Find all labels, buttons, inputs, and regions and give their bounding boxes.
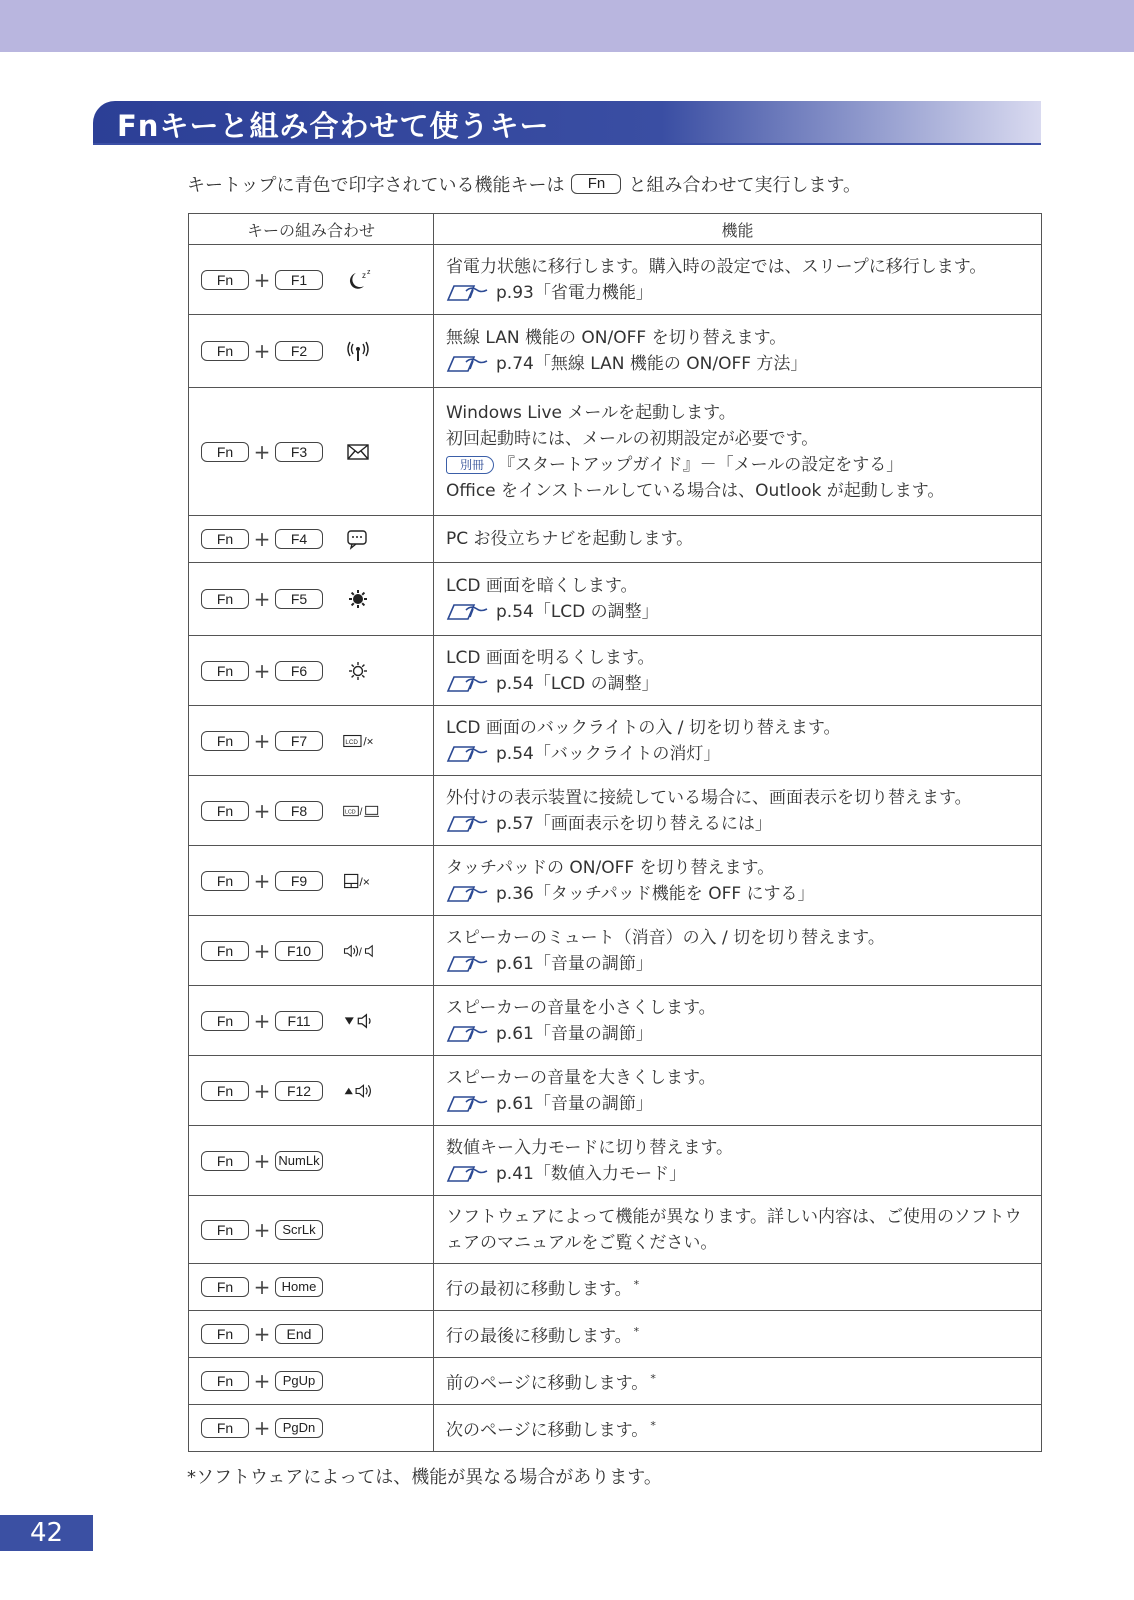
manual-reference-line[interactable] — [446, 452, 1029, 478]
fn-key: Fn — [201, 1220, 249, 1240]
svg-text:LCD: LCD — [345, 809, 356, 816]
function-description-cell — [434, 846, 1042, 916]
description-line — [446, 1413, 1029, 1444]
key-combination-cell — [189, 706, 434, 776]
plus-sign: + — [253, 1369, 271, 1393]
page-reference-text: p.61「音量の調節」 — [496, 1093, 653, 1114]
description-text: PC お役立ちナビを起動します。 — [446, 529, 694, 549]
table-row — [189, 563, 1042, 636]
page-reference-link[interactable] — [446, 1161, 1029, 1187]
fn-key-inline: Fn — [571, 174, 621, 194]
separate-volume-badge: 別冊 — [446, 456, 494, 474]
fn-key: Fn — [201, 1324, 249, 1344]
description-line — [446, 1272, 1029, 1303]
page-reference-icon — [446, 353, 490, 375]
manual-reference-text: 『スタートアップガイド』－「メールの設定をする」 — [498, 454, 904, 475]
description-line — [446, 426, 1029, 452]
fn-key: Fn — [201, 1081, 249, 1101]
plus-sign: + — [253, 1322, 271, 1346]
function-description-cell — [434, 563, 1042, 636]
svg-text:z: z — [362, 270, 366, 280]
key-combination-cell — [189, 315, 434, 388]
fn-key: Fn — [201, 941, 249, 961]
note-mark: * — [650, 1371, 656, 1385]
key-combination-cell — [189, 563, 434, 636]
table-row — [189, 1126, 1042, 1196]
description-line — [446, 325, 1029, 351]
description-line — [446, 254, 1029, 280]
page-reference-link[interactable] — [446, 599, 1029, 625]
key-combination-cell — [189, 1264, 434, 1311]
description-line — [446, 400, 1029, 426]
function-key: F3 — [275, 442, 323, 462]
page-reference-text: p.61「音量の調節」 — [496, 1023, 653, 1044]
function-description-cell — [434, 1196, 1042, 1264]
description-text: 行の最後に移動します。 — [446, 1326, 632, 1347]
table-row — [189, 1405, 1042, 1452]
header-function: 機能 — [434, 214, 1042, 245]
table-row — [189, 1264, 1042, 1311]
brightness-down-icon — [343, 586, 379, 612]
fn-key: Fn — [201, 270, 249, 290]
function-key: F2 — [275, 341, 323, 361]
note-mark: * — [633, 1277, 640, 1291]
description-text: Office をインストールしている場合は、Outlook が起動します。 — [446, 480, 945, 501]
page-reference-link[interactable] — [446, 351, 1029, 377]
page-reference-link[interactable] — [446, 811, 1029, 837]
function-description-cell — [434, 1264, 1042, 1311]
description-text: Windows Live メールを起動します。 — [446, 402, 736, 423]
page-reference-text: p.57「画面表示を切り替えるには」 — [496, 813, 772, 834]
key-combination-cell — [189, 1358, 434, 1405]
section-title: Fnキーと組み合わせて使うキー — [117, 109, 550, 143]
page-reference-text: p.36「タッチパッド機能を OFF にする」 — [496, 883, 815, 904]
page-reference-link[interactable] — [446, 1021, 1029, 1047]
footnote: *ソフトウェアによっては、機能が異なる場合があります。 — [187, 1467, 662, 1488]
page-reference-text: p.74「無線 LAN 機能の ON/OFF 方法」 — [496, 354, 808, 374]
svg-text:/: / — [358, 946, 362, 958]
key-combination-cell — [189, 986, 434, 1056]
table-row — [189, 846, 1042, 916]
plus-sign: + — [253, 868, 271, 893]
function-description-cell — [434, 388, 1042, 516]
page-reference-icon — [446, 282, 490, 304]
plus-sign: + — [253, 1148, 271, 1173]
description-line — [446, 785, 1029, 811]
function-key: F8 — [275, 801, 323, 821]
description-text: 次のページに移動します。 — [446, 1420, 649, 1441]
description-line — [446, 573, 1029, 599]
touchpad-toggle-icon — [343, 868, 379, 894]
table-row — [189, 706, 1042, 776]
fn-key: Fn — [201, 529, 249, 549]
key-combination-cell — [189, 388, 434, 516]
fn-key: Fn — [201, 731, 249, 751]
page-reference-link[interactable] — [446, 280, 1029, 306]
svg-text:z: z — [367, 268, 371, 276]
key-combination-cell — [189, 245, 434, 315]
volume-up-icon — [343, 1078, 379, 1104]
table-row — [189, 636, 1042, 706]
description-text: 無線 LAN 機能の ON/OFF を切り替えます。 — [446, 328, 787, 348]
fn-key: Fn — [201, 1011, 249, 1031]
display-switch-icon — [343, 798, 379, 824]
key-combination-cell — [189, 916, 434, 986]
plus-sign: + — [253, 728, 271, 753]
plus-sign: + — [253, 658, 271, 683]
page-reference-link[interactable] — [446, 1091, 1029, 1117]
backlight-toggle-icon — [343, 728, 379, 754]
fn-key: Fn — [201, 1277, 249, 1297]
page-reference-link[interactable] — [446, 671, 1029, 697]
plus-sign: + — [253, 798, 271, 823]
function-key: Home — [275, 1277, 323, 1297]
key-combination-cell — [189, 776, 434, 846]
table-row — [189, 1358, 1042, 1405]
key-combination-cell — [189, 516, 434, 563]
intro-before: キートップに青色で印字されている機能キーは — [187, 175, 565, 196]
mute-icon — [343, 938, 379, 964]
description-text: スピーカーの音量を小さくします。 — [446, 997, 716, 1018]
function-description-cell — [434, 776, 1042, 846]
plus-sign: + — [253, 587, 271, 611]
description-text: スピーカーの音量を大きくします。 — [446, 1067, 716, 1088]
function-key: NumLk — [275, 1151, 323, 1171]
svg-text:/: / — [359, 806, 363, 818]
page-reference-text: p.54「LCD の調整」 — [496, 673, 659, 694]
plus-sign: + — [253, 527, 271, 551]
function-key: F6 — [275, 661, 323, 681]
page-reference-icon — [446, 1163, 490, 1185]
page-number: 42 — [0, 1515, 93, 1551]
description-text: LCD 画面を明るくします。 — [446, 647, 655, 668]
fn-key: Fn — [201, 1418, 249, 1438]
top-band — [0, 0, 1134, 52]
section-heading-bar — [93, 101, 1041, 145]
function-key: PgUp — [275, 1371, 323, 1391]
function-description-cell — [434, 516, 1042, 563]
key-combination-cell — [189, 1405, 434, 1452]
function-description-cell — [434, 1358, 1042, 1405]
page-reference-text: p.54「バックライトの消灯」 — [496, 743, 721, 764]
plus-sign: + — [253, 938, 271, 963]
plus-sign: + — [253, 1416, 271, 1440]
sleep-icon — [343, 267, 379, 293]
function-description-cell — [434, 1126, 1042, 1196]
description-text: 数値キー入力モードに切り替えます。 — [446, 1137, 733, 1158]
plus-sign: + — [253, 267, 271, 292]
page-reference-link[interactable] — [446, 741, 1029, 767]
function-description-cell — [434, 315, 1042, 388]
key-combination-cell — [189, 636, 434, 706]
description-line — [446, 526, 1029, 552]
key-combination-cell — [189, 1126, 434, 1196]
plus-sign: + — [253, 1217, 271, 1242]
description-line — [446, 645, 1029, 671]
function-key: F7 — [275, 731, 323, 751]
function-description-cell — [434, 1311, 1042, 1358]
svg-text:/×: /× — [363, 735, 374, 749]
page-reference-icon — [446, 813, 490, 835]
svg-text:LCD: LCD — [345, 738, 358, 746]
page-reference-icon — [446, 1093, 490, 1115]
page-reference-icon — [446, 953, 490, 975]
table-row — [189, 388, 1042, 516]
brightness-up-icon — [343, 658, 379, 684]
description-line — [446, 1135, 1029, 1161]
function-description-cell — [434, 706, 1042, 776]
function-description-cell — [434, 245, 1042, 315]
fn-key: Fn — [201, 341, 249, 361]
note-mark: * — [633, 1324, 640, 1338]
description-text: タッチパッドの ON/OFF を切り替えます。 — [446, 857, 775, 878]
description-line — [446, 855, 1029, 881]
page-reference-link[interactable] — [446, 951, 1029, 977]
page-reference-icon — [446, 743, 490, 765]
plus-sign: + — [253, 1008, 271, 1033]
fn-key: Fn — [201, 589, 249, 609]
table-row — [189, 315, 1042, 388]
mail-icon — [343, 439, 379, 465]
function-key: F1 — [275, 270, 323, 290]
header-key-combo: キーの組み合わせ — [189, 214, 434, 245]
page-reference-text: p.54「LCD の調整」 — [496, 602, 659, 622]
fn-key: Fn — [201, 1151, 249, 1171]
description-text: 外付けの表示装置に接続している場合に、画面表示を切り替えます。 — [446, 787, 972, 808]
key-combination-cell — [189, 1311, 434, 1358]
fn-key: Fn — [201, 871, 249, 891]
page-reference-text: p.61「音量の調節」 — [496, 953, 653, 974]
function-key: End — [275, 1324, 323, 1344]
description-line — [446, 715, 1029, 741]
page-reference-link[interactable] — [446, 881, 1029, 907]
description-text: LCD 画面のバックライトの入 / 切を切り替えます。 — [446, 717, 841, 738]
intro-after: と組み合わせて実行します。 — [628, 175, 862, 196]
page-reference-text: p.93「省電力機能」 — [496, 282, 653, 303]
function-description-cell — [434, 1056, 1042, 1126]
function-key: F9 — [275, 871, 323, 891]
description-line — [446, 478, 1029, 504]
key-combination-cell — [189, 846, 434, 916]
fn-key: Fn — [201, 1371, 249, 1391]
table-row — [189, 516, 1042, 563]
description-text: 省電力状態に移行します。購入時の設定では、スリープに移行します。 — [446, 256, 987, 277]
function-key: PgDn — [275, 1418, 323, 1438]
fn-key: Fn — [201, 442, 249, 462]
intro-text — [187, 171, 861, 197]
function-key: F12 — [275, 1081, 323, 1101]
table-header-row — [189, 214, 1042, 245]
volume-down-icon — [343, 1008, 379, 1034]
page-reference-icon — [446, 673, 490, 695]
function-key: F5 — [275, 589, 323, 609]
table-row — [189, 1311, 1042, 1358]
fn-key: Fn — [201, 661, 249, 681]
table-row — [189, 245, 1042, 315]
function-description-cell — [434, 636, 1042, 706]
description-line — [446, 1065, 1029, 1091]
function-key: F10 — [275, 941, 323, 961]
page-reference-icon — [446, 1023, 490, 1045]
table-row — [189, 1196, 1042, 1264]
description-text: 初回起動時には、メールの初期設定が必要です。 — [446, 428, 819, 449]
table-row — [189, 1056, 1042, 1126]
page-reference-text: p.41「数値入力モード」 — [496, 1163, 687, 1184]
description-text: 行の最初に移動します。 — [446, 1279, 632, 1300]
key-combination-cell — [189, 1056, 434, 1126]
wireless-icon — [343, 338, 379, 364]
plus-sign: + — [253, 1078, 271, 1103]
fn-key: Fn — [201, 801, 249, 821]
function-description-cell — [434, 1405, 1042, 1452]
page-reference-icon — [446, 883, 490, 905]
description-line — [446, 1366, 1029, 1397]
function-description-cell — [434, 916, 1042, 986]
description-text: ソフトウェアによって機能が異なります。詳しい内容は、ご使用のソフトウェアのマニュアルをご覧ください。 — [446, 1206, 1022, 1253]
table-row — [189, 986, 1042, 1056]
description-text: スピーカーのミュート（消音）の入 / 切を切り替えます。 — [446, 927, 885, 948]
table-row — [189, 916, 1042, 986]
description-line — [446, 1204, 1029, 1256]
description-line — [446, 925, 1029, 951]
fn-key-table — [188, 213, 1042, 1452]
description-line — [446, 1319, 1029, 1350]
key-combination-cell — [189, 1196, 434, 1264]
function-key: F11 — [275, 1011, 323, 1031]
description-text: LCD 画面を暗くします。 — [446, 576, 638, 596]
plus-sign: + — [253, 339, 271, 363]
note-mark: * — [650, 1418, 656, 1432]
svg-text:/×: /× — [359, 874, 370, 889]
pc-navi-icon — [343, 526, 379, 552]
description-text: 前のページに移動します。 — [446, 1373, 649, 1394]
description-line — [446, 995, 1029, 1021]
page-reference-icon — [446, 601, 490, 623]
function-description-cell — [434, 986, 1042, 1056]
plus-sign: + — [253, 1275, 271, 1299]
table-row — [189, 776, 1042, 846]
plus-sign: + — [253, 439, 271, 464]
function-key: F4 — [275, 529, 323, 549]
function-key: ScrLk — [275, 1220, 323, 1240]
